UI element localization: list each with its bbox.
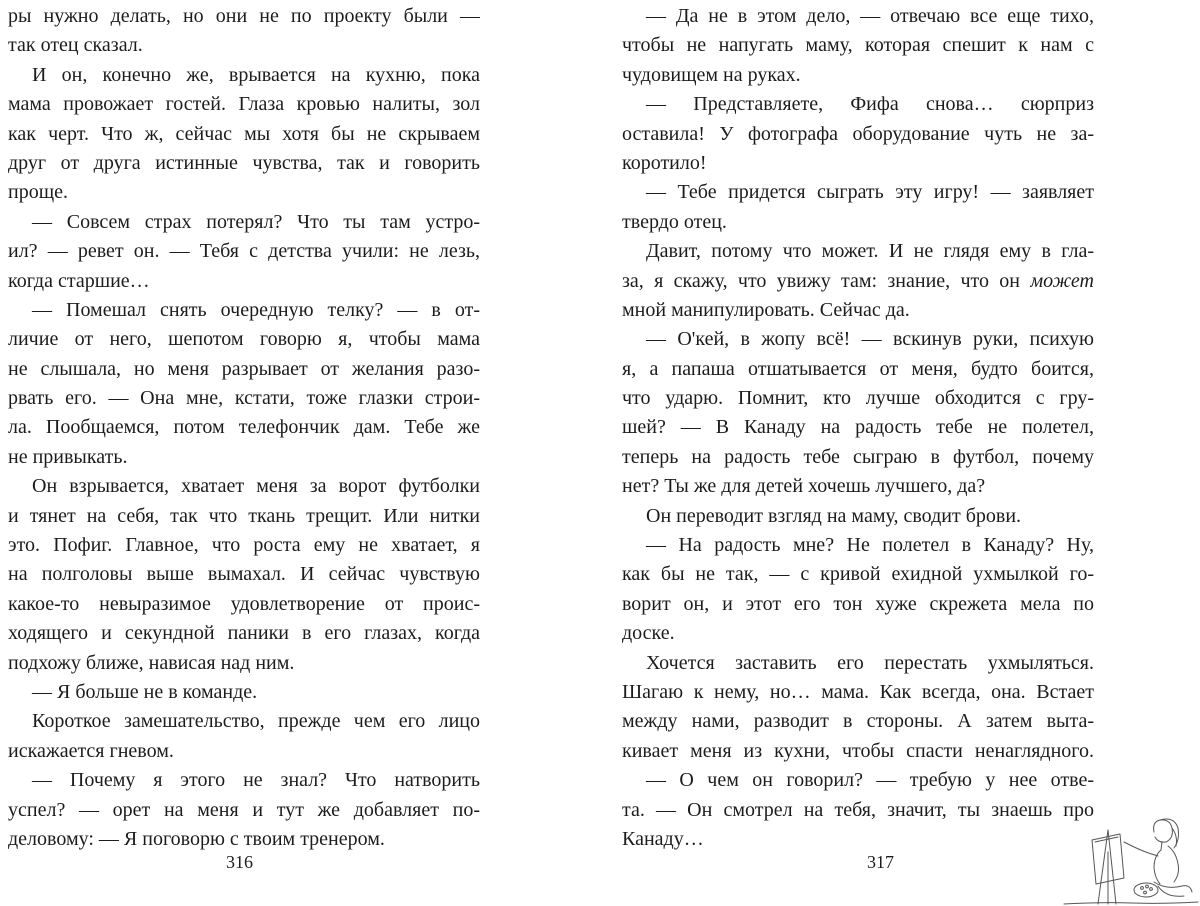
left-text-line: успел? — орет на меня и тут же добавляет по-	[8, 798, 480, 821]
left-text-line: как черт. Что ж, сейчас мы хотя бы не скрываем	[8, 122, 480, 145]
right-text-line: Он переводит взгляд на маму, сводит брови.	[646, 504, 1022, 527]
right-text-line: — Тебе придется сыграть эту игру! — заявляет	[646, 181, 1094, 204]
right-page-number: 317	[867, 852, 894, 872]
left-text-line: когда старшие…	[8, 269, 150, 292]
right-text-line: — О'кей, в жопу всё! — вскинув руки, психую	[646, 328, 1094, 351]
right-text-line: Шагаю к нему, но… мама. Как всегда, она. Встает	[622, 680, 1094, 703]
left-text-line: деловому: — Я поговорю с твоим тренером.	[8, 827, 385, 850]
right-text-line: теперь на радость тебе сыграю в футбол, почему	[622, 445, 1094, 468]
left-text-line: — Совсем страх потерял? Что ты там устро-	[32, 210, 480, 233]
left-text-line: И он, конечно же, врывается на кухню, пока	[32, 63, 480, 86]
left-text-line: ходящего и секундной паники в его глазах, когда	[8, 622, 480, 645]
right-text-line: что ударю. Помнит, кто лучше обходится с гру-	[622, 387, 1094, 410]
left-text-line: рвать его. — Она мне, кстати, тоже глазки строи-	[8, 387, 480, 410]
woman-painting-at-easel-icon	[1062, 812, 1200, 906]
right-text-line: между нами, разводит в стороны. А затем выта-	[622, 710, 1094, 733]
right-text-line: Давит, потому что может. И не глядя ему в гла-	[646, 240, 1094, 263]
right-text-line: мной манипулировать. Сейчас да.	[622, 298, 910, 321]
right-text-line: шей? — В Канаду на радость тебе не полетел,	[622, 416, 1094, 439]
left-text-line: ла. Пообщаемся, потом телефончик дам. Тебе же	[8, 416, 480, 439]
left-text-line: и тянет на себя, так что ткань трещит. Или нитки	[8, 504, 480, 527]
left-text-line: ил? — ревет он. — Тебя с детства учили: не лезь,	[8, 240, 480, 263]
right-text-line: чудовищем на руках.	[622, 63, 801, 86]
left-text-line: проще.	[8, 181, 68, 204]
left-text-line: ры нужно делать, но они не по проекту были —	[8, 5, 480, 27]
left-text-line: подхожу ближе, нависая над ним.	[8, 651, 295, 674]
left-text-line: друг от друга истинные чувства, так и говорить	[8, 151, 480, 174]
right-text-line: — На радость мне? Не полетел в Канаду? Ну,	[646, 534, 1094, 557]
left-text-line: это. Пофиг. Главное, что роста ему не хватает, я	[8, 534, 480, 557]
left-text-line: — Я больше не в команде.	[32, 680, 258, 703]
right-text-line: кивает меня из кухни, чтобы спасти ненаглядного.	[622, 739, 1094, 762]
left-text-line: личие от него, шепотом говорю я, чтобы мама	[8, 328, 480, 351]
right-text-line: за, я скажу, что увижу там: знание, что он может	[622, 269, 1094, 292]
left-text-line: мама провожает гостей. Глаза кровью налиты, зол	[8, 93, 480, 116]
left-text-line: так отец сказал.	[8, 34, 143, 57]
right-text-line: оставила! У фотографа оборудование чуть не за-	[622, 122, 1094, 145]
left-text-line: искажается гневом.	[8, 739, 174, 762]
left-text-line: Он взрывается, хватает меня за ворот футболки	[32, 475, 480, 498]
right-page-text	[622, 0, 1094, 854]
right-text-line: — О чем он говорил? — требую у нее отве-	[646, 769, 1094, 792]
right-text-line: та. — Он смотрел на тебя, значит, ты знаешь про	[622, 798, 1094, 821]
left-text-line: не слышала, но меня разрывает от желания разо-	[8, 357, 480, 380]
right-text-line: чтобы не напугать маму, которая спешит к нам с	[622, 34, 1094, 57]
left-text-line: на полголовы выше вымахал. И сейчас чувствую	[8, 563, 480, 586]
right-text-line: коротило!	[622, 151, 707, 174]
right-text-line: — Представляете, Фифа снова… сюрприз	[646, 93, 1094, 116]
right-text-line: Хочется заставить его перестать ухмыляться.	[646, 651, 1094, 674]
right-text-line: — Да не в этом дело, — отвечаю все еще тихо,	[646, 5, 1094, 27]
left-text-line: какое-то невыразимое удовлетворение от проис-	[8, 592, 480, 615]
left-text-line: — Помешал снять очередную телку? — в от-	[32, 298, 480, 321]
right-text-line: Канаду…	[622, 827, 704, 850]
right-text-line: как бы не так, — с кривой ехидной ухмылкой го-	[622, 563, 1094, 586]
left-text-line: — Почему я этого не знал? Что натворить	[32, 769, 480, 792]
right-text-line: твердо отец.	[622, 210, 727, 233]
right-text-line: ворит он, и этот его тон хуже скрежета мела по	[622, 592, 1094, 615]
left-text-line: не привыкать.	[8, 445, 128, 468]
left-page-text	[8, 0, 480, 854]
right-text-line: нет? Ты же для детей хочешь лучшего, да?	[622, 475, 986, 498]
left-page-number: 316	[226, 852, 253, 872]
left-text-line: Короткое замешательство, прежде чем его лицо	[32, 710, 480, 733]
right-text-line: я, а папаша отшатывается от меня, будто боится,	[622, 357, 1094, 380]
right-text-line: доске.	[622, 622, 675, 645]
